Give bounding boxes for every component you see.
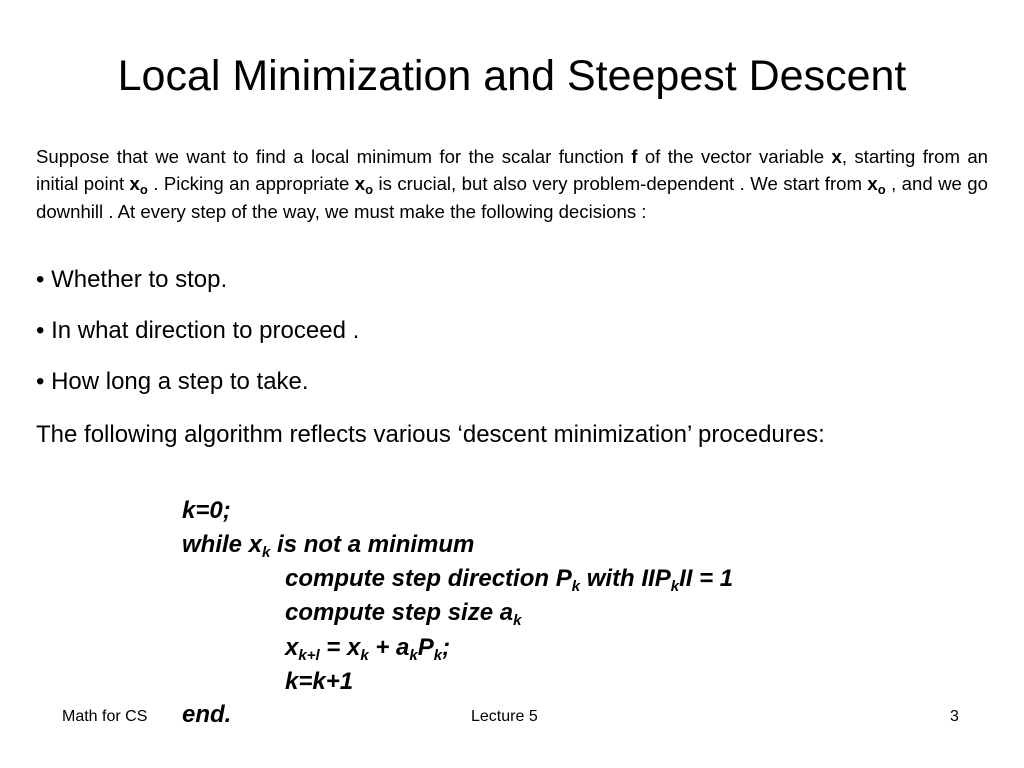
footer-course: Math for CS: [62, 708, 148, 725]
footer-page-number: 3: [950, 708, 959, 725]
vector-symbol: x: [831, 146, 842, 167]
algo-text: is not a minimum: [270, 531, 475, 558]
algo-text: compute step direction P: [285, 565, 572, 592]
initial-point-symbol: x: [354, 173, 366, 195]
algo-line-while: [182, 530, 474, 560]
algo-subscript: k: [262, 544, 271, 561]
footer-lecture: Lecture 5: [471, 708, 538, 725]
algo-text: P: [417, 634, 434, 661]
algo-line-increment: k=k+1: [285, 668, 354, 695]
algo-line-direction: [285, 564, 733, 594]
algo-subscript: k: [360, 647, 369, 664]
intro-text: , starting from an initial point: [36, 146, 988, 195]
intro-text: , and we go downhill . At every step of the way, we must make the following decisions :: [36, 173, 988, 222]
function-symbol: f: [631, 146, 638, 167]
algo-text: x: [285, 634, 299, 661]
algo-subscript: k: [409, 647, 418, 664]
algo-subscript: k: [513, 612, 522, 629]
initial-point-symbol: x: [867, 173, 878, 195]
initial-point-subscript: o: [365, 182, 374, 198]
slide-title: Local Minimization and Steepest Descent: [117, 52, 907, 100]
algo-subscript: k+l: [298, 647, 320, 664]
initial-point-symbol: x: [129, 173, 140, 195]
algo-text: II = 1: [679, 565, 734, 592]
decision-item-stop: • Whether to stop.: [36, 266, 228, 293]
algo-line-init: k=0;: [182, 497, 231, 524]
algo-text: while x: [182, 531, 263, 558]
algo-line-end: end.: [182, 701, 232, 728]
algo-line-step-size: [285, 598, 521, 628]
initial-point-subscript: o: [877, 182, 886, 198]
algo-text: with IIP: [580, 565, 671, 592]
intro-text: . Picking an appropriate: [147, 173, 355, 195]
decision-item-direction: • In what direction to proceed .: [36, 317, 360, 344]
intro-text: is crucial, but also very problem-dependent . We start from: [373, 173, 868, 195]
decision-item-step-length: • How long a step to take.: [36, 368, 309, 395]
intro-text: Suppose that we want to find a local minimum for the scalar function: [36, 146, 632, 167]
algo-text: ;: [442, 634, 451, 661]
algo-subscript: k: [571, 578, 581, 595]
algo-subscript: k: [670, 578, 680, 595]
initial-point-subscript: o: [139, 182, 148, 198]
algorithm-intro: The following algorithm reflects various ‘descent minimization’ procedures:: [36, 421, 825, 448]
intro-text: of the vector variable: [637, 146, 832, 167]
algo-text: compute step size a: [285, 599, 514, 626]
algo-text: + a: [368, 634, 410, 661]
algo-text: = x: [319, 634, 361, 661]
algo-subscript: k: [433, 647, 443, 664]
algo-line-update: [285, 633, 450, 663]
